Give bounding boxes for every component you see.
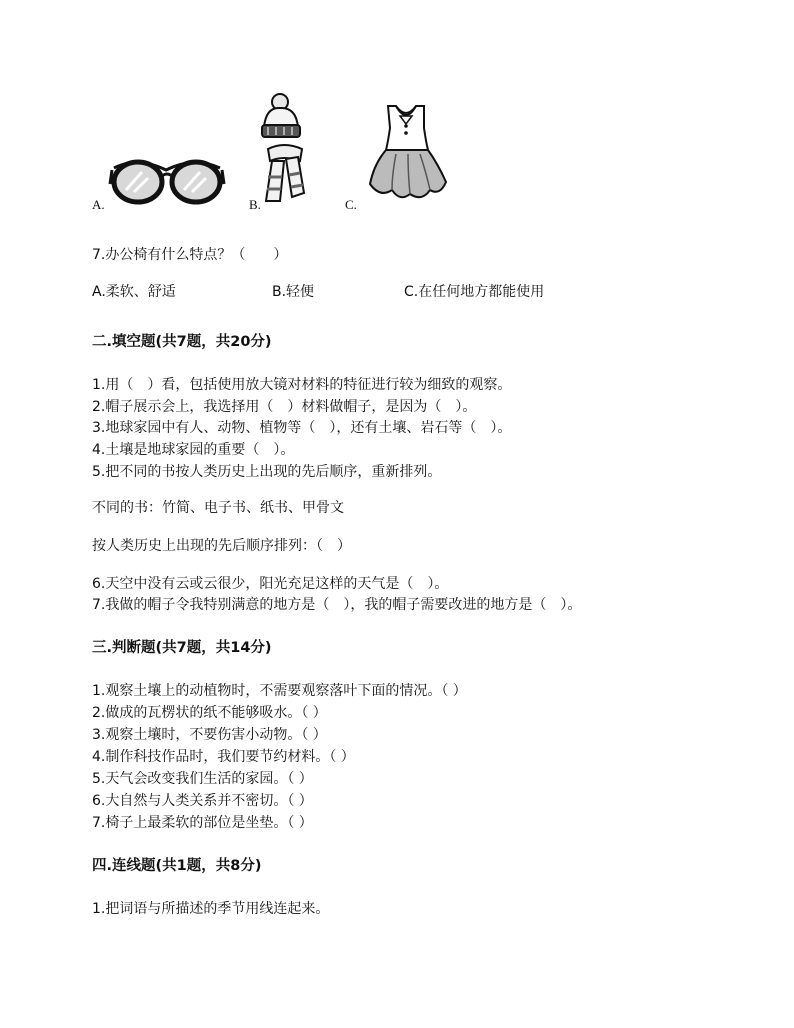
section-3-item-7: 7.椅子上最柔软的部位是坐垫。（ ） [92, 815, 313, 831]
question-7-option-a: A.柔软、舒适 [92, 284, 176, 300]
section-2-books-line: 不同的书：竹简、电子书、纸书、甲骨文 [92, 500, 344, 516]
section-2-item-7: 7.我做的帽子令我特别满意的地方是（ ），我的帽子需要改进的地方是（ ）。 [92, 597, 582, 613]
section-2-item-3: 3.地球家园中有人、动物、植物等（ ），还有土壤、岩石等（ ）。 [92, 420, 512, 436]
section-3-item-6: 6.大自然与人类关系并不密切。（ ） [92, 793, 313, 809]
section-4-title: 四.连线题(共1题，共8分) [92, 858, 262, 874]
section-4-item-1: 1.把词语与所描述的季节用线连起来。 [92, 901, 330, 917]
question-7-text: 7.办公椅有什么特点？（ ） [92, 247, 288, 263]
option-a-label: A. [92, 197, 105, 212]
section-2-item-4: 4.土壤是地球家园的重要（ ）。 [92, 442, 295, 458]
sunglasses-image [108, 150, 226, 208]
section-3-item-3: 3.观察土壤时，不要伤害小动物。（ ） [92, 727, 327, 743]
section-2-item-6: 6.天空中没有云或云很少，阳光充足这样的天气是（ ）。 [92, 576, 449, 592]
question-7-option-b: B.轻便 [272, 284, 315, 300]
section-3-item-1: 1.观察土壤上的动植物时，不需要观察落叶下面的情况。（ ） [92, 683, 467, 699]
hat-scarf-image [256, 93, 312, 205]
section-3-item-4: 4.制作科技作品时，我们要节约材料。（ ） [92, 749, 355, 765]
section-3-item-5: 5.天气会改变我们生活的家园。（ ） [92, 771, 313, 787]
dress-image [366, 102, 448, 206]
section-2-order-line: 按人类历史上出现的先后顺序排列：（ ） [92, 538, 351, 554]
question-7-option-c: C.在任何地方都能使用 [404, 284, 545, 300]
section-2-item-2: 2.帽子展示会上，我选择用（ ）材料做帽子，是因为（ ）。 [92, 399, 477, 415]
section-2-item-1: 1.用（ ）看，包括使用放大镜对材料的特征进行较为细致的观察。 [92, 377, 512, 393]
option-b-label: B. [249, 197, 261, 212]
section-3-title: 三.判断题(共7题，共14分) [92, 640, 272, 656]
option-c-label: C. [345, 197, 357, 212]
section-2-title: 二.填空题(共7题，共20分) [92, 334, 272, 350]
section-3-item-2: 2.做成的瓦楞状的纸不能够吸水。（ ） [92, 705, 327, 721]
section-2-item-5: 5.把不同的书按人类历史上出现的先后顺序，重新排列。 [92, 464, 442, 480]
